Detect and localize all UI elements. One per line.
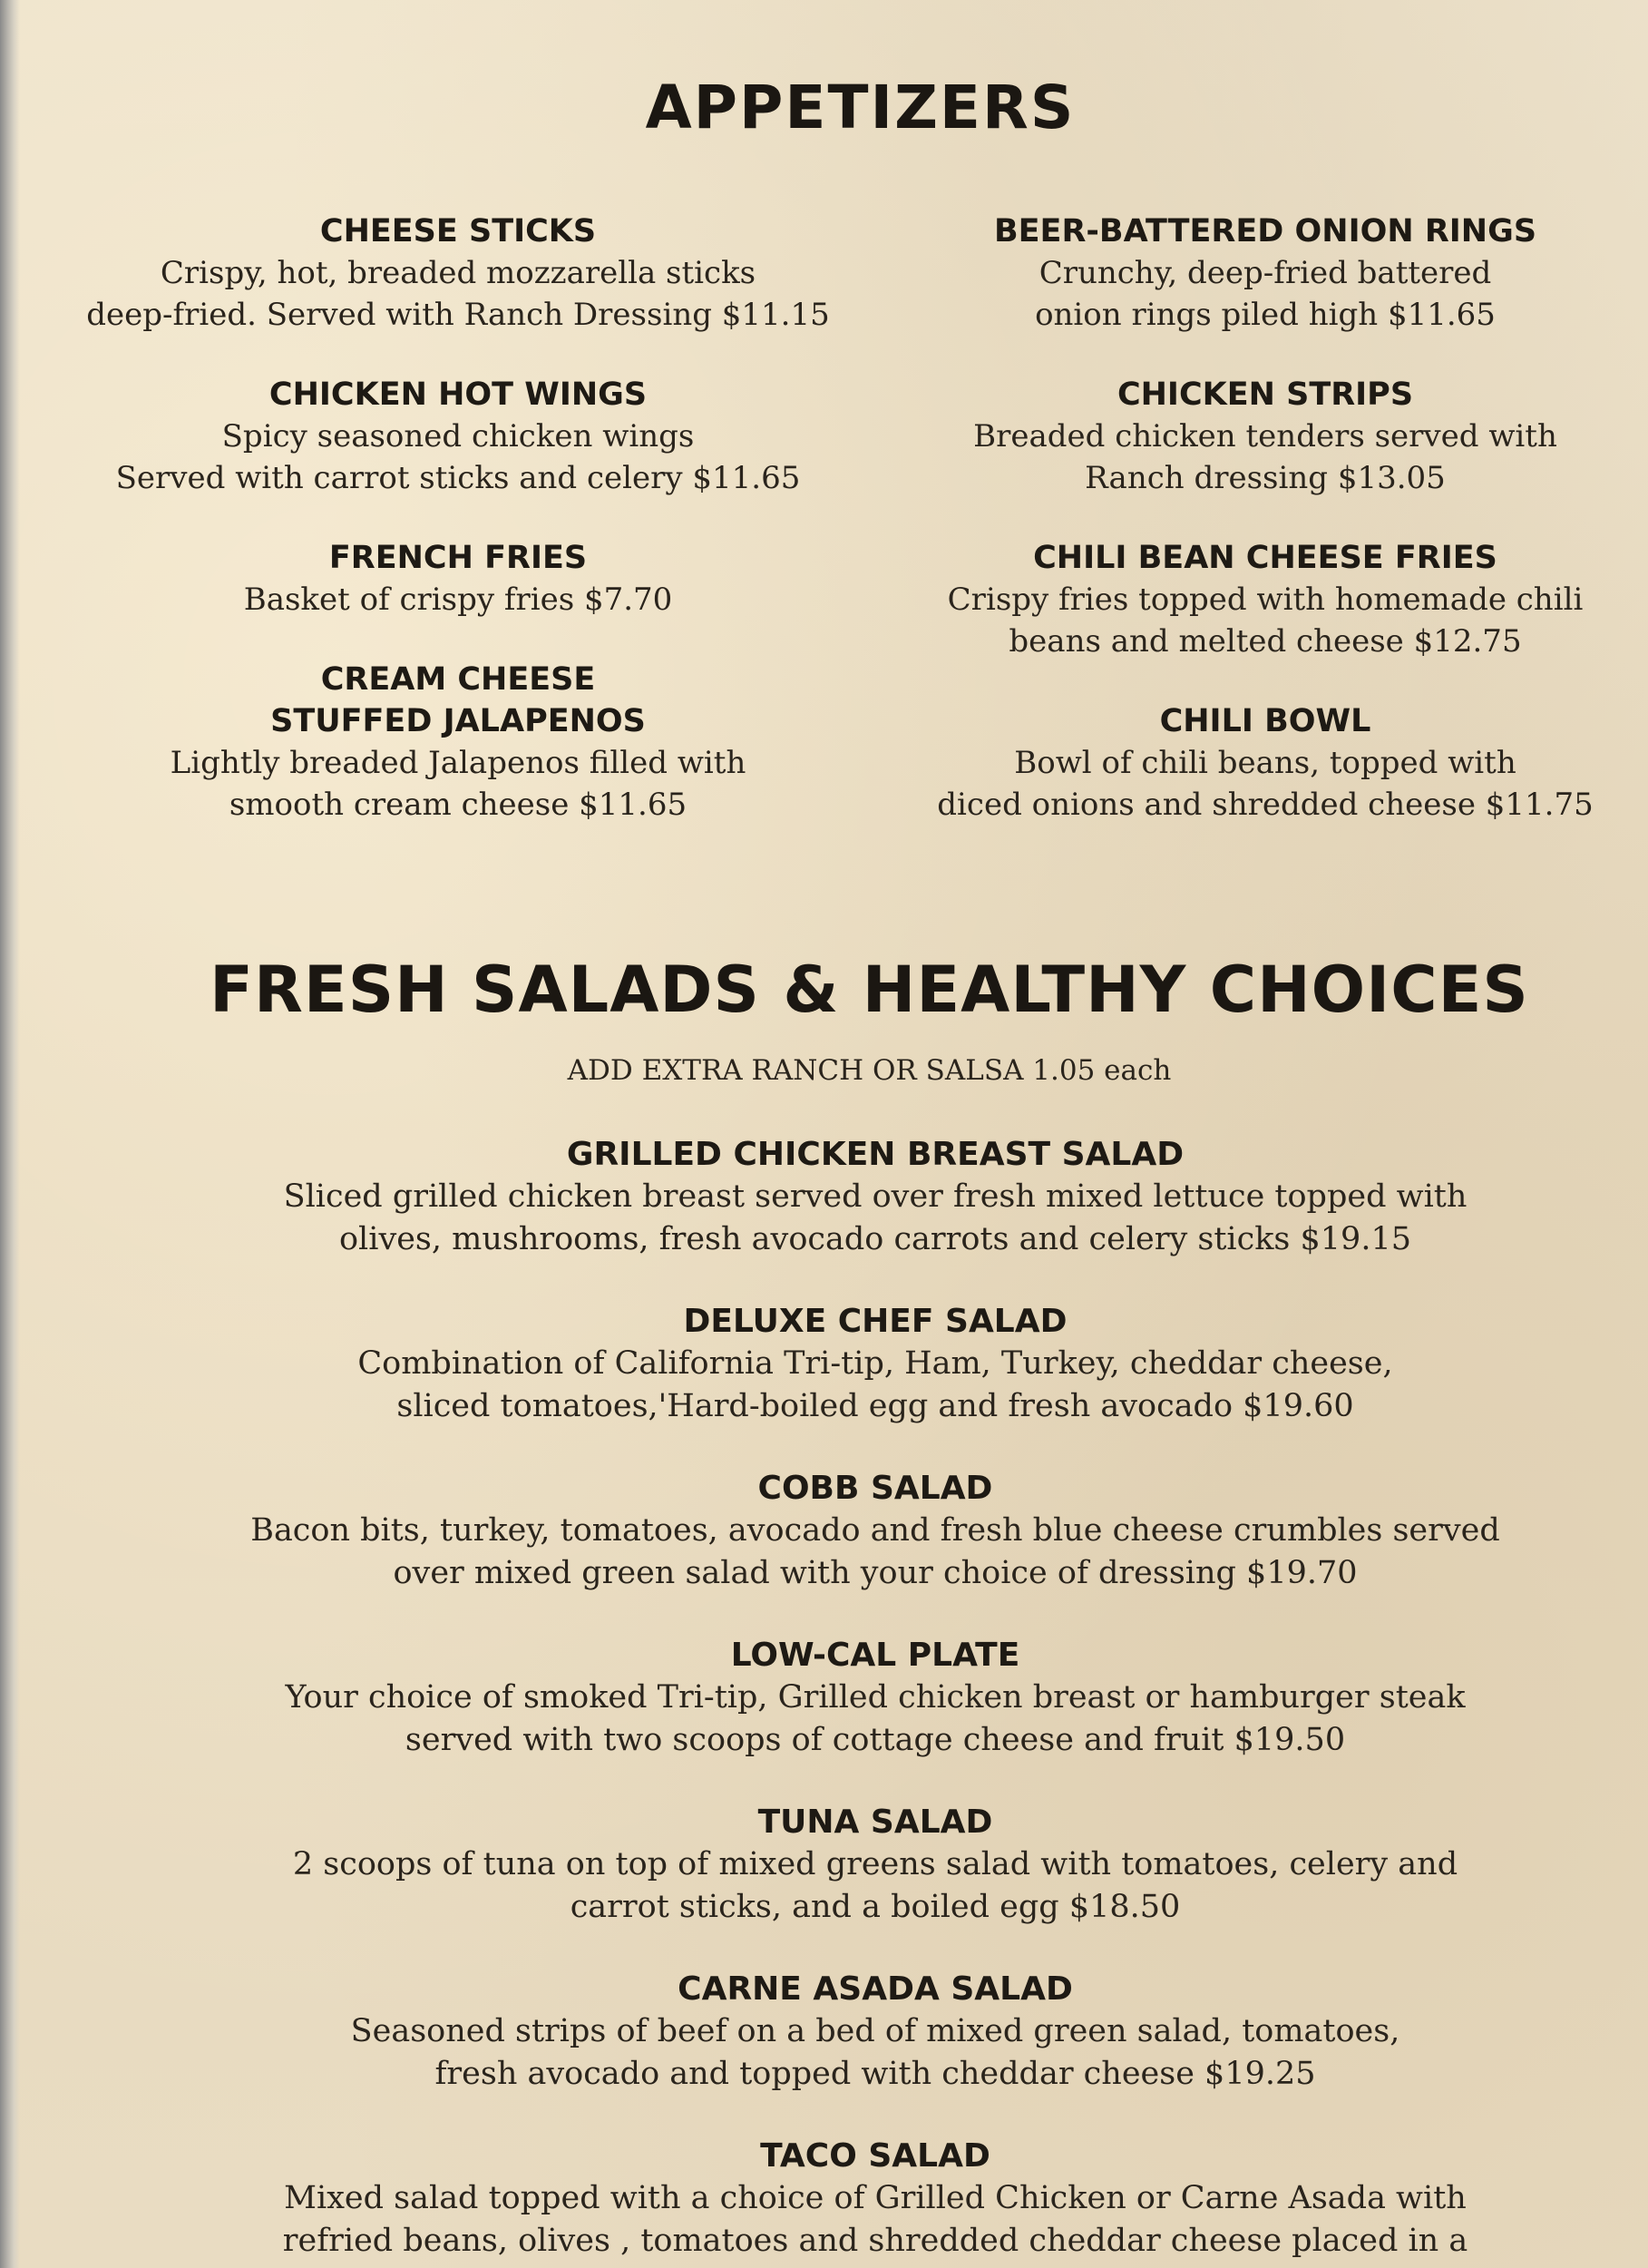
item-description: Sliced grilled chicken breast served over fresh mixed lettuce topped with — [283, 1178, 1468, 1215]
item-name: TACO SALAD — [760, 2137, 990, 2175]
item-description: Your choice of smoked Tri-tip, Grilled chicken breast or hamburger steak — [285, 1679, 1466, 1716]
menu-item-french-fries — [77, 537, 839, 621]
item-description: fresh avocado and topped with cheddar cheese $19.25 — [434, 2056, 1316, 2092]
item-description: smooth cream cheese $11.65 — [229, 787, 687, 823]
item-name: FRENCH FRIES — [328, 540, 588, 576]
item-name: STUFFED JALAPENOS — [270, 703, 646, 739]
item-description: deep-fried. Served with Ranch Dressing $11.15 — [86, 297, 830, 333]
menu-item-chili-bean-cheese-fries — [907, 537, 1624, 662]
appetizers-title: APPETIZERS — [645, 73, 1076, 142]
menu-item-cheese-sticks — [77, 210, 839, 336]
item-description: Served with carrot sticks and celery $11.65 — [115, 460, 801, 496]
menu-item-grilled-chicken-breast-salad — [218, 1134, 1533, 1261]
salads-list — [218, 1134, 1533, 2268]
page-edge-shadow — [0, 0, 20, 2268]
item-name: CARNE ASADA SALAD — [678, 1970, 1073, 2008]
appetizers-right-column — [907, 210, 1624, 864]
menu-item-cream-cheese-stuffed-jalapenos — [77, 659, 839, 826]
item-name: CHEESE STICKS — [319, 213, 597, 249]
item-description: Bacon bits, turkey, tomatoes, avocado and fresh blue cheese crumbles served — [250, 1512, 1500, 1549]
item-description: Lightly breaded Jalapenos filled with — [170, 745, 746, 781]
item-description: diced onions and shredded cheese $11.75 — [937, 787, 1594, 823]
item-description: Crispy fries topped with homemade chili — [947, 582, 1584, 618]
menu-item-chili-bowl — [907, 700, 1624, 826]
menu-item-taco-salad — [218, 2136, 1533, 2263]
item-description: served with two scoops of cottage cheese and fruit $19.50 — [405, 1722, 1346, 1758]
menu-item-deluxe-chef-salad — [218, 1301, 1533, 1428]
menu-item-cobb-salad — [218, 1468, 1533, 1595]
item-name: GRILLED CHICKEN BREAST SALAD — [566, 1136, 1185, 1173]
item-name: COBB SALAD — [757, 1470, 993, 1507]
item-name: LOW-CAL PLATE — [730, 1637, 1020, 1674]
item-description: onion rings piled high $11.65 — [1035, 297, 1496, 333]
salads-extra-note: ADD EXTRA RANCH OR SALSA 1.05 each — [567, 1054, 1172, 1087]
item-description: Breaded chicken tenders served with — [973, 418, 1557, 455]
item-description: refried beans, olives , tomatoes and shredded cheddar cheese placed in a — [282, 2223, 1468, 2259]
item-name: CHICKEN STRIPS — [1117, 376, 1414, 413]
item-description: 2 scoops of tuna on top of mixed greens salad with tomatoes, celery and — [292, 1846, 1458, 1882]
item-name: CHILI BEAN CHEESE FRIES — [1033, 540, 1497, 576]
item-name: DELUXE CHEF SALAD — [683, 1303, 1068, 1340]
item-description: Ranch dressing $13.05 — [1085, 460, 1446, 496]
item-name: BEER-BATTERED ONION RINGS — [993, 213, 1537, 249]
menu-item-chicken-strips — [907, 374, 1624, 499]
item-description: Spicy seasoned chicken wings — [221, 418, 695, 455]
item-description: Crunchy, deep-fried battered — [1039, 255, 1492, 291]
item-description: Crispy, hot, breaded mozzarella sticks — [160, 255, 756, 291]
menu-item-tuna-salad — [218, 1802, 1533, 1929]
salads-title: FRESH SALADS & HEALTHY CHOICES — [210, 953, 1529, 1027]
menu-item-beer-battered-onion-rings — [907, 210, 1624, 336]
item-description: Mixed salad topped with a choice of Grilled Chicken or Carne Asada with — [284, 2180, 1467, 2216]
item-description: over mixed green salad with your choice of dressing $19.70 — [393, 1555, 1358, 1591]
item-description: sliced tomatoes,'Hard-boiled egg and fresh avocado $19.60 — [396, 1388, 1354, 1424]
item-description: Combination of California Tri-tip, Ham, Turkey, cheddar cheese, — [357, 1345, 1393, 1382]
menu-item-chicken-hot-wings — [77, 374, 839, 499]
item-name: CHILI BOWL — [1159, 703, 1371, 739]
item-description: carrot sticks, and a boiled egg $18.50 — [570, 1889, 1181, 1925]
item-description: Seasoned strips of beef on a bed of mixed green salad, tomatoes, — [350, 2013, 1400, 2049]
item-name: CHICKEN HOT WINGS — [268, 376, 648, 413]
item-description: Basket of crispy fries $7.70 — [243, 582, 673, 618]
item-name: TUNA SALAD — [757, 1804, 993, 1841]
menu-item-carne-asada-salad — [218, 1969, 1533, 2096]
item-description: beans and melted cheese $12.75 — [1009, 623, 1522, 660]
item-name: CREAM CHEESE — [320, 661, 596, 698]
item-description: olives, mushrooms, fresh avocado carrots and celery sticks $19.15 — [338, 1221, 1411, 1257]
menu-item-low-cal-plate — [218, 1635, 1533, 1762]
appetizers-left-column — [77, 210, 839, 864]
item-description: Bowl of chili beans, topped with — [1014, 745, 1516, 781]
